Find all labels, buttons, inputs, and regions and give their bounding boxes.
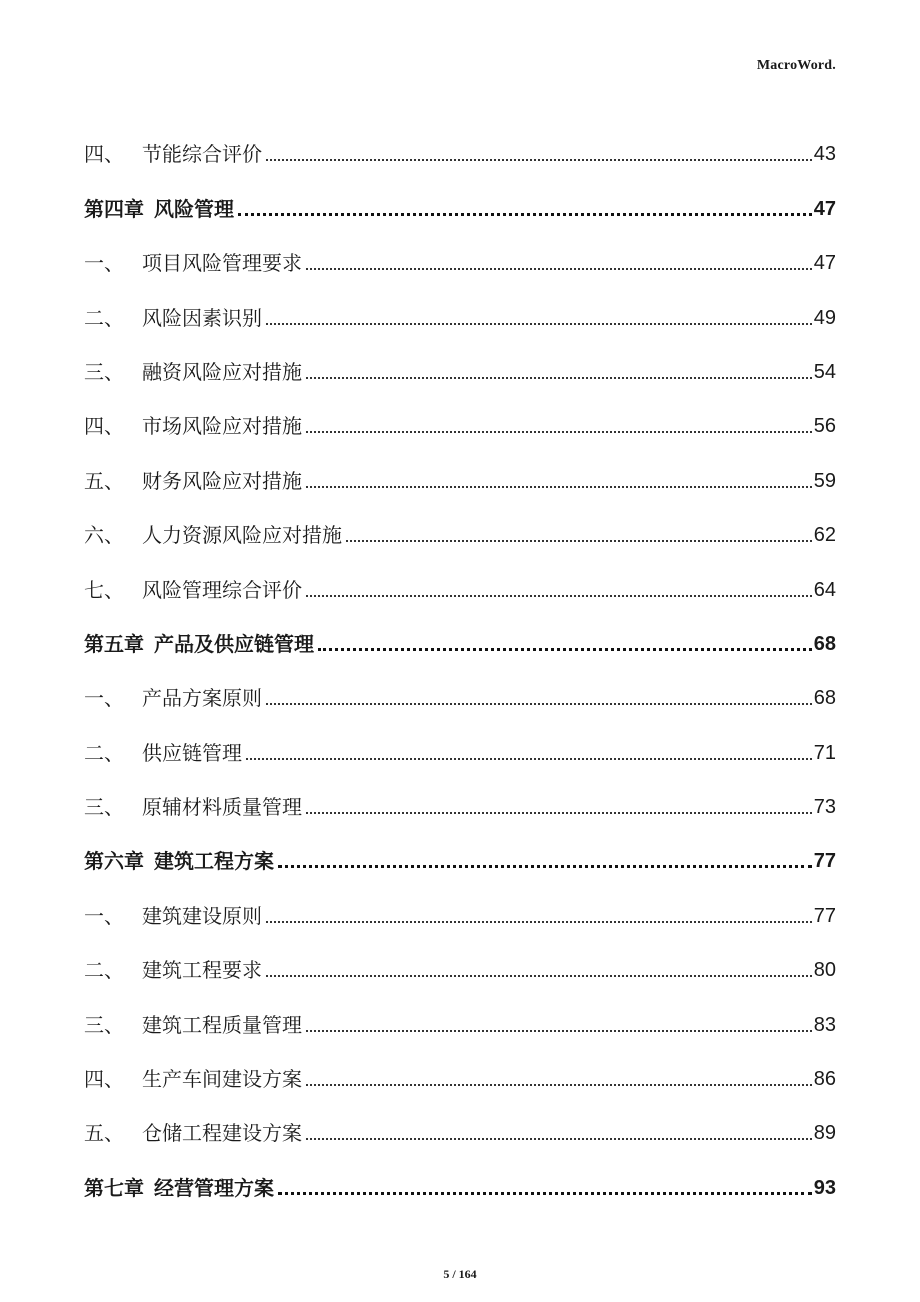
toc-dot-leader: [266, 975, 812, 977]
toc-section-entry[interactable]: [84, 1035, 836, 1092]
toc-entry-number: 六、: [84, 523, 124, 548]
header-brand: MacroWord.: [756, 58, 836, 73]
toc-dot-leader: [306, 431, 812, 433]
toc-dot-leader: [306, 1030, 812, 1032]
toc-entry-number: 四、: [84, 142, 124, 167]
toc-section-entry[interactable]: [84, 110, 836, 167]
toc-entry-number: 七、: [84, 577, 124, 602]
toc-dot-leader: [306, 595, 812, 597]
toc-chapter-entry[interactable]: [84, 600, 836, 654]
toc-entry-number: 一、: [84, 251, 124, 276]
toc-entry-title: 风险管理: [154, 196, 234, 221]
toc-entry-title: 建筑工程质量管理: [142, 1012, 302, 1037]
toc-entry-page-number: 47: [813, 197, 836, 220]
toc-entry-number: 二、: [84, 305, 124, 330]
toc-dot-leader: [266, 921, 812, 923]
toc-entry-page-number: 49: [813, 306, 836, 329]
toc-dot-leader: [306, 377, 812, 379]
toc-entry-page-number: 89: [813, 1122, 836, 1145]
toc-entry-title: 产品方案原则: [142, 686, 262, 711]
toc-entry-number: 第七章: [84, 1175, 144, 1200]
toc-section-entry[interactable]: [84, 926, 836, 983]
toc-entry-page-number: 73: [813, 796, 836, 819]
toc-entry-number: 第四章: [84, 196, 144, 221]
toc-entry-title: 人力资源风险应对措施: [142, 523, 342, 548]
toc-dot-leader: [306, 1138, 812, 1140]
toc-chapter-entry[interactable]: [84, 1143, 836, 1200]
toc-entry-number: 二、: [84, 740, 124, 765]
toc-section-entry[interactable]: [84, 871, 836, 928]
toc-entry-title: 财务风险应对措施: [142, 468, 302, 493]
toc-entry-page-number: 93: [813, 1176, 836, 1199]
toc-entry-number: 三、: [84, 359, 124, 384]
toc-entry-page-number: 77: [813, 904, 836, 927]
toc-entry-number: 五、: [84, 468, 124, 493]
toc-entry-number: 四、: [84, 414, 124, 439]
toc-dot-leader: [238, 213, 812, 216]
toc-dot-leader: [266, 159, 812, 161]
toc-entry-page-number: 47: [813, 252, 836, 275]
toc-entry-page-number: 83: [813, 1013, 836, 1036]
toc-entry-number: 二、: [84, 958, 124, 983]
toc-entry-number: 第六章: [84, 849, 144, 874]
toc-section-entry[interactable]: [84, 763, 836, 820]
toc-entry-number: 四、: [84, 1067, 124, 1092]
table-of-contents: [84, 110, 836, 1198]
toc-section-entry[interactable]: [84, 273, 836, 330]
toc-entry-number: 五、: [84, 1121, 124, 1146]
toc-entry-title: 原辅材料质量管理: [142, 795, 302, 820]
toc-section-entry[interactable]: [84, 1089, 836, 1146]
toc-dot-leader: [246, 758, 812, 760]
toc-dot-leader: [306, 812, 812, 814]
toc-dot-leader: [318, 648, 812, 651]
toc-entry-page-number: 80: [813, 959, 836, 982]
toc-entry-title: 建筑工程要求: [142, 958, 262, 983]
toc-entry-title: 融资风险应对措施: [142, 359, 302, 384]
toc-entry-number: 三、: [84, 1012, 124, 1037]
toc-section-entry[interactable]: [84, 219, 836, 276]
toc-entry-page-number: 71: [813, 741, 836, 764]
toc-section-entry[interactable]: [84, 491, 836, 548]
toc-entry-page-number: 68: [813, 687, 836, 710]
toc-section-entry[interactable]: [84, 980, 836, 1037]
toc-dot-leader: [266, 703, 812, 705]
toc-section-entry[interactable]: [84, 328, 836, 382]
toc-dot-leader: [266, 323, 812, 325]
toc-entry-page-number: 59: [813, 469, 836, 492]
toc-entry-title: 经营管理方案: [154, 1175, 274, 1200]
toc-entry-title: 节能综合评价: [142, 142, 262, 167]
toc-entry-title: 仓储工程建设方案: [142, 1121, 302, 1146]
toc-chapter-entry[interactable]: [84, 817, 836, 874]
toc-entry-title: 建筑工程方案: [154, 849, 274, 874]
toc-entry-page-number: 43: [813, 143, 836, 166]
toc-dot-leader: [306, 268, 812, 270]
toc-entry-number: 第五章: [84, 631, 144, 656]
toc-entry-title: 建筑建设原则: [142, 903, 262, 928]
toc-entry-page-number: 68: [813, 632, 836, 655]
toc-entry-page-number: 64: [813, 578, 836, 601]
toc-entry-title: 产品及供应链管理: [154, 631, 314, 656]
toc-section-entry[interactable]: [84, 654, 836, 711]
toc-dot-leader: [346, 540, 812, 542]
toc-entry-title: 风险因素识别: [142, 305, 262, 330]
toc-entry-title: 项目风险管理要求: [142, 251, 302, 276]
toc-section-entry[interactable]: [84, 436, 836, 493]
toc-entry-page-number: 86: [813, 1068, 836, 1091]
toc-entry-title: 供应链管理: [142, 740, 242, 765]
toc-chapter-entry[interactable]: [84, 164, 836, 221]
toc-entry-number: 三、: [84, 795, 124, 820]
toc-entry-page-number: 62: [813, 524, 836, 547]
toc-entry-page-number: 54: [813, 360, 836, 383]
toc-dot-leader: [306, 486, 812, 488]
toc-dot-leader: [278, 865, 812, 868]
toc-dot-leader: [278, 1192, 812, 1195]
toc-section-entry[interactable]: [84, 708, 836, 765]
toc-entry-title: 生产车间建设方案: [142, 1067, 302, 1092]
toc-entry-title: 风险管理综合评价: [142, 577, 302, 602]
toc-entry-number: 一、: [84, 686, 124, 711]
toc-dot-leader: [306, 1084, 812, 1086]
toc-entry-number: 一、: [84, 903, 124, 928]
toc-entry-page-number: 56: [813, 415, 836, 438]
toc-section-entry[interactable]: [84, 545, 836, 602]
page-indicator: 5 / 164: [443, 1267, 477, 1281]
toc-entry-page-number: 77: [813, 850, 836, 873]
toc-entry-title: 市场风险应对措施: [142, 414, 302, 439]
toc-section-entry[interactable]: [84, 382, 836, 439]
